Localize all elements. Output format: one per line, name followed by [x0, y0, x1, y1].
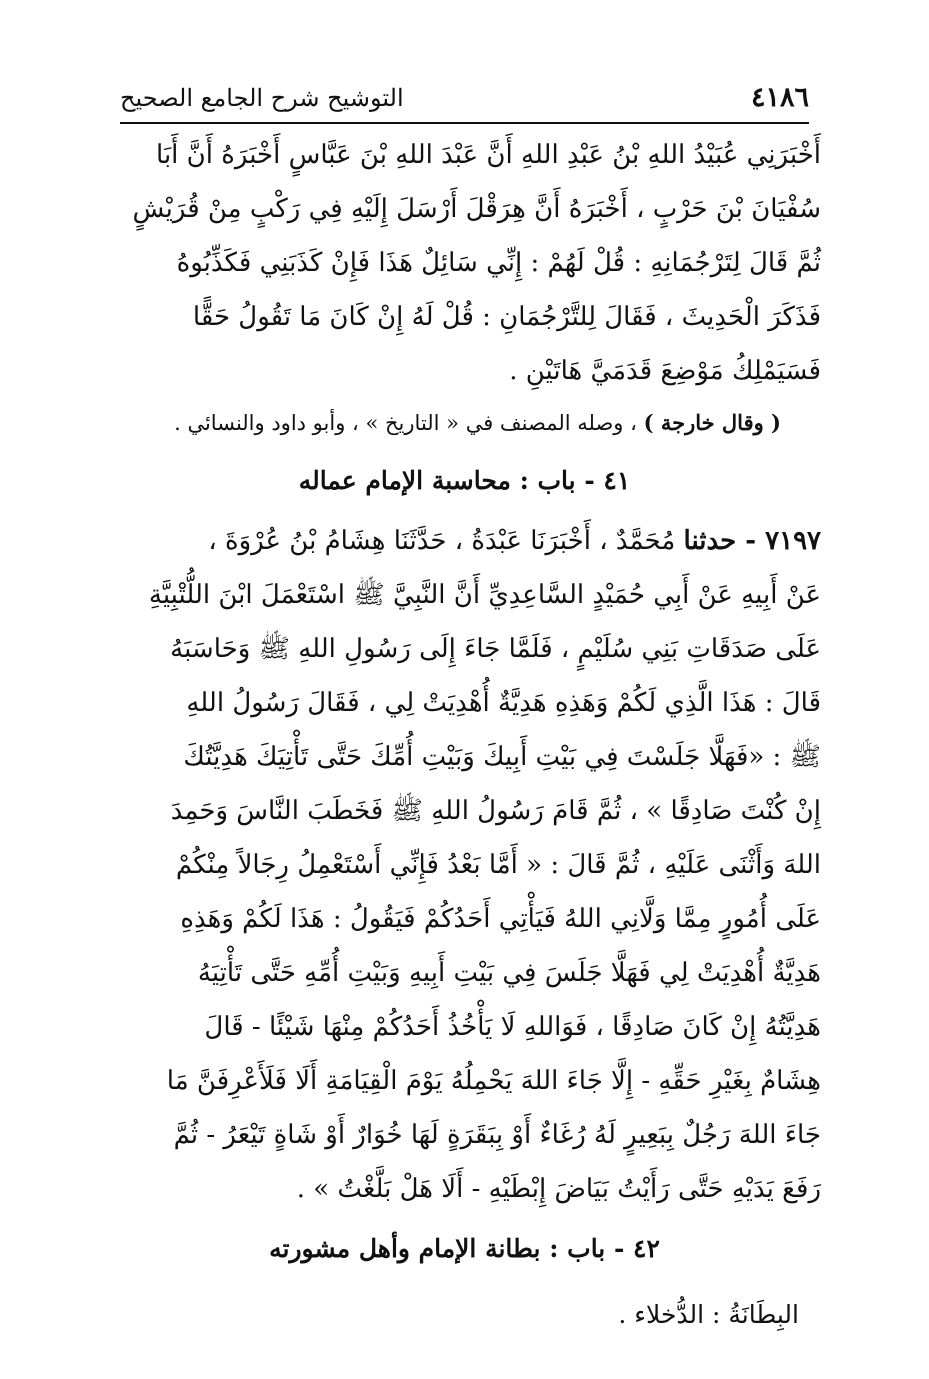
text-line: عَنْ أَبِيهِ عَنْ أَبِي حُمَيْدٍ السَّاعِدِيِّ أَنَّ النَّبِيَّ ﷺ اسْتَعْمَلَ ابْنَ اللُّتْبِيَّةِ: [148, 580, 821, 610]
note-text: ، وصله المصنف في « التاريخ » ، وأبو داود والنسائي .: [174, 411, 637, 435]
page-number: ٤١٨٦: [750, 82, 809, 113]
note-bold-lemma: ( وقال خارجة ): [643, 410, 781, 435]
text-line: عَلَى أُمُورٍ مِمَّا وَلَّانِي اللهُ فَيَأْتِي أَحَدُكُمْ فَيَقُولُ : هَذَا لَكُمْ وَهَذِهِ: [180, 904, 821, 934]
text-line: قَالَ : هَذَا الَّذِي لَكُمْ وَهَذِهِ هَدِيَّةٌ أُهْدِيَتْ لِي ، فَقَالَ رَسُولُ اللهِ: [186, 688, 821, 718]
text-line: فَذَكَرَ الْحَدِيثَ ، فَقَالَ لِلتَّرْجُمَانِ : قُلْ لَهُ إِنْ كَانَ مَا تَقُولُ حَقًّا: [192, 302, 821, 332]
hadith-number: ٧١٩٧ - حدثنا: [683, 526, 821, 556]
text-line: اللهَ وَأَثْنَى عَلَيْهِ ، ثُمَّ قَالَ : « أَمَّا بَعْدُ فَإِنِّي أَسْتَعْمِلُ رِجَالاً مِنْكُمْ: [175, 850, 821, 880]
opening-paragraph: [108, 128, 821, 398]
commentary-note: [108, 398, 821, 448]
text-line: سُفْيَانَ بْنَ حَرْبٍ ، أَخْبَرَهُ أَنَّ هِرَقْلَ أَرْسَلَ إِلَيْهِ فِي رَكْبٍ مِنْ قُرَيْشٍ: [132, 194, 821, 224]
text-line: ﷺ : «فَهَلَّا جَلَسْتَ فِي بَيْتِ أَبِيكَ وَبَيْتِ أُمِّكَ حَتَّى تَأْتِيَكَ هَدِيَّتُكَ: [183, 742, 821, 772]
text-line: ثُمَّ قَالَ لِتَرْجُمَانِهِ : قُلْ لَهُمْ : إِنِّي سَائِلٌ هَذَا فَإِنْ كَذَبَنِي فَكَذِّبُوهُ: [176, 248, 821, 278]
text-line: جَاءَ اللهَ رَجُلٌ بِبَعِيرٍ لَهُ رُغَاءٌ أَوْ بِبَقَرَةٍ لَهَا خُوَارٌ أَوْ شَاةٍ تَيْعَرُ - ثُمَّ: [173, 1120, 821, 1150]
chapter-42-heading: ٤٢ - باب : بطانة الإمام وأهل مشورته: [269, 1234, 660, 1263]
chapter-42-gloss: البِطَانَةُ : الدُّخلاء .: [618, 1300, 799, 1329]
page-body: [108, 128, 821, 1348]
text-line: أَخْبَرَنِي عُبَيْدُ اللهِ بْنُ عَبْدِ اللهِ أَنَّ عَبْدَ اللهِ بْنَ عَبَّاسٍ أَخْبَرَهُ أَنَّ أَبَا: [156, 140, 821, 170]
text-line: إِنْ كُنْتَ صَادِقًا » ، ثُمَّ قَامَ رَسُولُ اللهِ ﷺ فَخَطَبَ النَّاسَ وَحَمِدَ: [170, 796, 821, 826]
hadith-first-line-text: مُحَمَّدٌ ، أَخْبَرَنَا عَبْدَةُ ، حَدَّثَنَا هِشَامُ بْنُ عُرْوَةَ ،: [208, 526, 676, 556]
text-line: هَدِيَّتُهُ إِنْ كَانَ صَادِقًا ، فَوَاللهِ لَا يَأْخُذُ أَحَدُكُمْ مِنْهَا شَيْئًا - قَالَ: [204, 1012, 821, 1042]
chapter-41-heading: ٤١ - باب : محاسبة الإمام عماله: [298, 466, 631, 495]
hadith-7197: [108, 514, 821, 1216]
hadith-first-line: [108, 514, 821, 568]
page-header: [120, 78, 809, 124]
running-title: التوشيح شرح الجامع الصحيح: [120, 84, 404, 112]
text-line: فَسَيَمْلِكُ مَوْضِعَ قَدَمَيَّ هَاتَيْنِ .: [509, 356, 821, 386]
text-line: عَلَى صَدَقَاتِ بَنِي سُلَيْمٍ ، فَلَمَّا جَاءَ إِلَى رَسُولِ اللهِ ﷺ وَحَاسَبَهُ: [170, 634, 821, 664]
text-line: هِشَامٌ بِغَيْرِ حَقِّهِ - إِلَّا جَاءَ اللهَ يَحْمِلُهُ يَوْمَ الْقِيَامَةِ أَلَا فَلَأَعْرِفَنَّ مَا: [166, 1066, 821, 1096]
text-line: هَدِيَّةٌ أُهْدِيَتْ لِي فَهَلَّا جَلَسَ فِي بَيْتِ أَبِيهِ وَبَيْتِ أُمِّهِ حَتَّى تَأْتِيَهُ: [197, 958, 821, 988]
text-line: رَفَعَ يَدَيْهِ حَتَّى رَأَيْتُ بَيَاضَ إِبْطَيْهِ - أَلَا هَلْ بَلَّغْتُ » .: [296, 1174, 821, 1204]
